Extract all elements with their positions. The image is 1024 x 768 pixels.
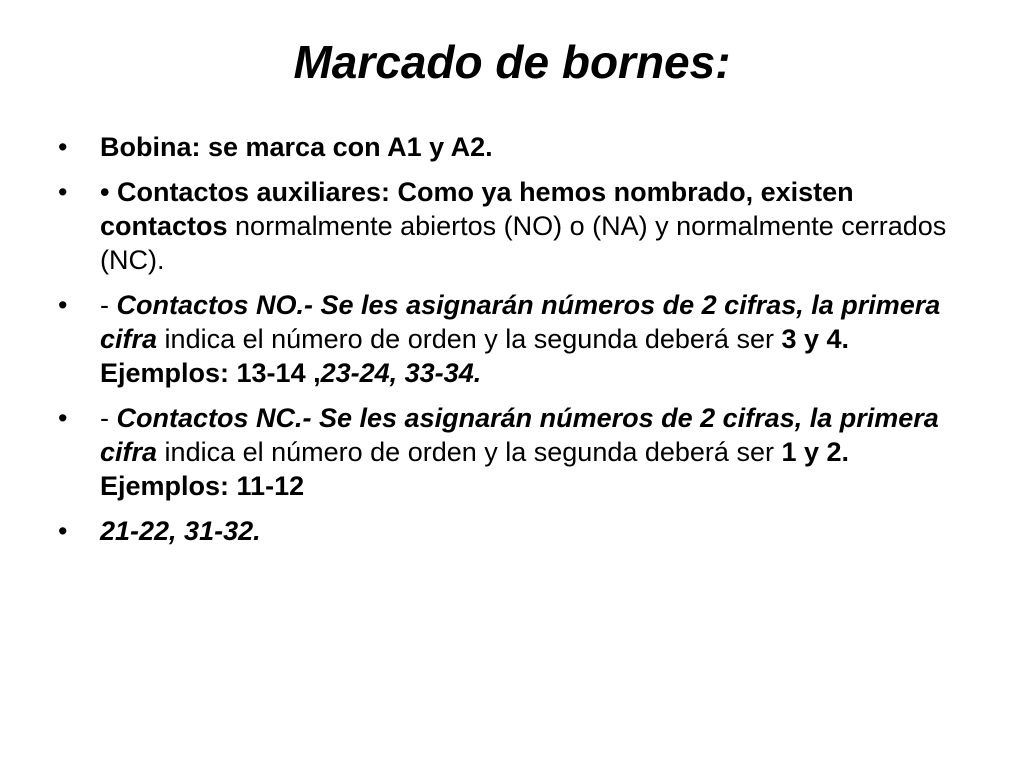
bullet-item-examples: [58, 514, 968, 548]
bullet-item-contacts-nc: [58, 401, 968, 503]
slide-title: Marcado de bornes:: [293, 36, 731, 88]
bullet-text: Bobina: se marca con A1 y A2.: [100, 132, 493, 162]
bullet-item-contacts-no: [58, 288, 968, 390]
bullet-text-bold-italic: Contactos NC.- Se les asignarán números de 2 cifras, la primera cifra: [100, 403, 939, 467]
bullet-dash: -: [100, 403, 117, 433]
bullet-text-bold: 3 y 4. Ejemplos: 13-14 ,: [100, 324, 850, 388]
bullet-text-bold-italic: 23-24, 33-34.: [320, 358, 482, 388]
bullet-text: indica el número de orden y la segunda deberá ser: [157, 324, 782, 354]
bullet-list: [58, 130, 968, 559]
bullet-text-bold-italic: 21-22, 31-32.: [100, 516, 261, 546]
bullet-text: normalmente abiertos (NO) o (NA) y normalmente cerrados (NC).: [100, 211, 947, 275]
bullet-icon: •: [58, 516, 68, 546]
bullet-item-coil: [58, 130, 968, 164]
bullet-icon: •: [58, 132, 68, 162]
bullet-item-aux-contacts: [58, 175, 968, 277]
bullet-icon: •: [58, 403, 68, 433]
bullet-text-bold: • Contactos auxiliares: Como ya hemos nombrado, existen contactos: [100, 177, 854, 241]
bullet-icon: •: [58, 290, 68, 320]
bullet-text-bold: 1 y 2. Ejemplos: 11-12: [100, 437, 850, 501]
bullet-dash: -: [100, 290, 117, 320]
bullet-icon: •: [58, 177, 68, 207]
bullet-text: indica el número de orden y la segunda deberá ser: [157, 437, 782, 467]
bullet-text-bold-italic: Contactos NO.- Se les asignarán números de 2 cifras, la primera cifra: [100, 290, 941, 354]
